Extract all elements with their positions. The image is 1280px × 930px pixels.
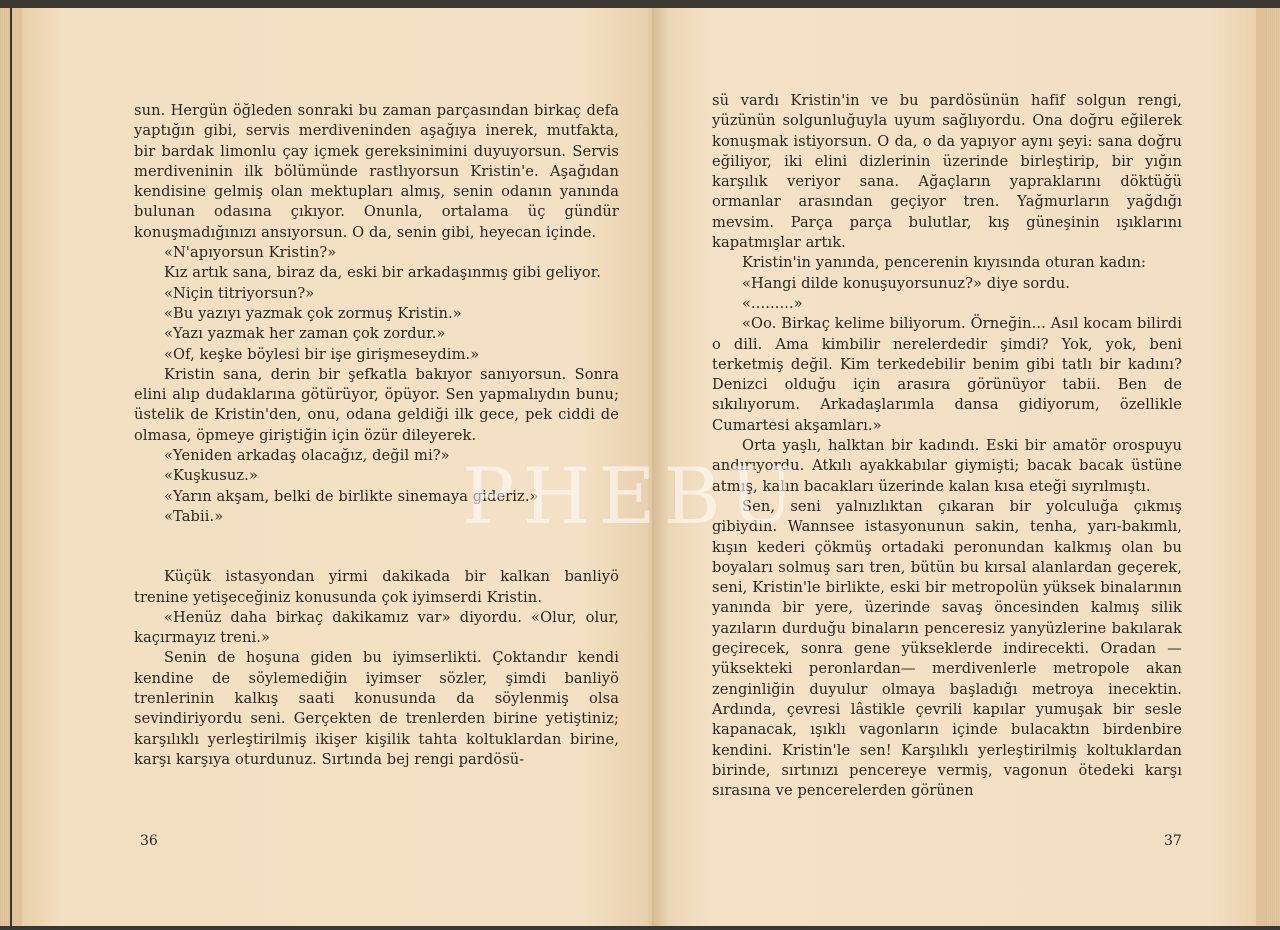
page-number-right: 37 bbox=[1164, 833, 1182, 849]
right-page-edges bbox=[1266, 8, 1280, 926]
section-break bbox=[134, 527, 619, 567]
paragraph: «Oo. Birkaç kelime biliyorum. Örneğin... Asıl kocam bilirdi o dili. Ama kimbilir nerelerdedir şimdi? Yok, yok, beni terketmiş değil. Kim terkedebilir benim gibi tatlı bir kadını? Denizci olduğu için arasıra görünüyor tabii. Ben de sıkılıyorum. Arkadaşlarımla dansa gidiyorum, özellikle Cumartesi akşamları.» bbox=[712, 315, 1182, 434]
left-page-text bbox=[134, 101, 619, 770]
paragraph: Küçük istasyondan yirmi dakikada bir kalkan banliyö trenine yetişeceğiniz konusunda çok iyimserdi Kristin. bbox=[134, 568, 619, 606]
paragraph: «Niçin titriyorsun?» bbox=[164, 284, 315, 302]
paragraph: Kristin'in yanında, pencerenin kıyısında oturan kadın: bbox=[742, 254, 1147, 272]
paragraph: Sen, seni yalnızlıktan çıkaran bir yolculuğa çıkmış gibiydin. Wannsee istasyonunun sakin, tenha, yarı-bakımlı, kışın kederi çökmüş ortadaki peronundan kalkmış olan bu boyaları solmuş sarı tren, bütün bu kırsal alanlardan geçerek, seni, Kristin'le birlikte, eski bir metropolün yüksek binalarının yanında bir yere, üzerinde savaş öncesinden kalmış silik yazıların durduğu binaların penceresiz yanyüzlerine bakılarak geçirecek, sonra gene yükseklerde indirecekti. Oradan —yüksekteki peronlardan— merdivenlerle metropole akan zenginliğin duyulur olmaya başladığı metroya inecektin. Ardında, çevresi lâstikle çevrili kapılar yumuşak bir sesle kapanacak, ışıklı vagonların içinde bulacaktın birdenbire kendini. Kristin'le sen! Karşılıklı yerleştirilmiş koltuklardan birinde, sırtınızı pencereye vermiş, vagonun ötedeki karşı sırasına ve pencerelerden görünen bbox=[712, 497, 1182, 800]
paragraph: «Hangi dilde konuşuyorsunuz?» diye sordu. bbox=[742, 274, 1071, 292]
paragraph: «N'apıyorsun Kristin?» bbox=[164, 244, 337, 262]
paragraph: «Bu yazıyı yazmak çok zormuş Kristin.» bbox=[164, 304, 462, 322]
paragraph: «Yarın akşam, belki de birlikte sinemaya gideriz.» bbox=[164, 487, 539, 505]
watermark-text: PHEBU bbox=[462, 452, 803, 542]
right-paragraphs bbox=[712, 91, 1182, 801]
paragraph: «Yazı yazmak her zaman çok zordur.» bbox=[164, 325, 446, 343]
paragraph: «.........» bbox=[742, 294, 803, 312]
paragraph: «Yeniden arkadaş olacağız, değil mi?» bbox=[164, 447, 450, 465]
right-page-text bbox=[712, 91, 1182, 801]
paragraph: Orta yaşlı, halktan bir kadındı. Eski bir amatör orospuyu andırıyordu. Atkılı ayakkabılar giymişti; bacak bacak üstüne atmış, kalın bacakları üzerinde kalan kısa eteği sıyrılmıştı. bbox=[712, 437, 1182, 495]
left-page-edges bbox=[0, 8, 10, 926]
left-paragraphs-after-break bbox=[134, 567, 619, 770]
right-page bbox=[652, 8, 1266, 926]
paragraph: «Tabii.» bbox=[164, 507, 224, 525]
paragraph: Kristin sana, derin bir şefkatla bakıyor sanıyorsun. Sonra elini alıp dudaklarına götürüyor, öpüyor. Sen yapmalıydın bunu; üstelik de Kristin'den, onu, odana geldiği ilk gece, pek ciddi de olmasa, öpmeye giriştiğin için özür dileyerek. bbox=[134, 365, 619, 444]
paragraph: sun. Hergün öğleden sonraki bu zaman parçasından birkaç defa yaptığın gibi, servis merdiveninden aşağıya inerek, mutfakta, bir bardak limonlu çay içmek gereksinimini duyuyorsun. Servis merdiveninin ilk bölümünde rastlıyorsun Kristin'e. Aşağıdan kendisine gelmiş olan mektupları almış, senin odanın yanında bulunan odasına çıkıyor. Onunla, ortalama üç gündür konuşmadığınızı ansıyorsun. O da, senin gibi, heyecan içinde. bbox=[134, 102, 619, 241]
paragraph: Kız artık sana, biraz da, eski bir arkadaşınmış gibi geliyor. bbox=[164, 264, 601, 282]
paragraph: sü vardı Kristin'in ve bu pardösünün hafif solgun rengi, yüzünün solgunluğuyla uyum sağlıyordu. Ona doğru eğilerek konuşmak istiyorsun. O da, o da yapıyor aynı şeyi: sana doğru eğiliyor, iki elini dizlerinin üzerinde birleştirip, bir yığın karşılık veriyor sana. Ağaçların yapraklarını döktüğü ormanlar arasından geçiyor tren. Yağmurların yağdığı mevsim. Parça parça bulutlar, kış güneşinin ışıklarını kapatmışlar artık. bbox=[712, 92, 1182, 252]
left-paragraphs bbox=[134, 101, 619, 527]
paragraph: Senin de hoşuna giden bu iyimserlikti. Çoktandır kendi kendine de söylemediğin iyimser sözler, şimdi banliyö trenlerinin kalkış saati konusunda da söylenmiş olsa sevindiriyordu seni. Gerçekten de trenlerden birine yetiştiniz; karşılıklı yerleştirilmiş ikişer kişilik tahta koltuklardan birine, karşı karşıya oturdunuz. Sırtında bej rengi pardösü- bbox=[134, 649, 619, 768]
paragraph: «Of, keşke böylesi bir işe girişmeseydim.» bbox=[164, 345, 480, 363]
paragraph: «Henüz daha birkaç dakikamız var» diyordu. «Olur, olur, kaçırmayız treni.» bbox=[134, 608, 619, 647]
paragraph: «Kuşkusuz.» bbox=[164, 467, 258, 485]
left-page bbox=[12, 8, 652, 926]
page-number-left: 36 bbox=[140, 833, 158, 849]
